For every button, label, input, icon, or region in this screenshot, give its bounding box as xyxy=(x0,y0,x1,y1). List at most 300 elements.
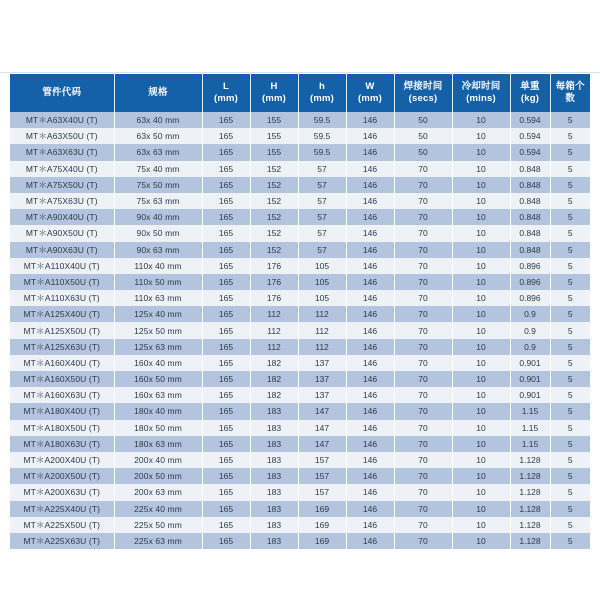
table-header-row xyxy=(10,74,590,112)
table-cell-r8-c0: MT＊A90X63U (T) xyxy=(10,242,114,258)
table-cell-r14-c2: 165 xyxy=(202,339,250,355)
table-cell-r13-c8: 0.9 xyxy=(510,322,550,338)
top-divider-rule xyxy=(0,72,600,73)
table-cell-r25-c9: 5 xyxy=(550,517,590,533)
column-header-main-5: W xyxy=(365,81,375,93)
table-cell-r14-c7: 10 xyxy=(452,339,510,355)
table-cell-r22-c8: 1.128 xyxy=(510,468,550,484)
table-cell-r26-c0: MT＊A225X63U (T) xyxy=(10,533,114,549)
table-cell-r26-c3: 183 xyxy=(250,533,298,549)
table-cell-r21-c8: 1.128 xyxy=(510,452,550,468)
table-cell-r20-c7: 10 xyxy=(452,436,510,452)
table-cell-r23-c5: 146 xyxy=(346,484,394,500)
table-row[interactable] xyxy=(10,193,590,209)
table-row[interactable] xyxy=(10,258,590,274)
table-row[interactable] xyxy=(10,225,590,241)
table-cell-r4-c2: 165 xyxy=(202,177,250,193)
table-cell-r19-c7: 10 xyxy=(452,420,510,436)
table-cell-r26-c7: 10 xyxy=(452,533,510,549)
table-cell-r24-c1: 225x 40 mm xyxy=(114,501,202,517)
table-cell-r25-c4: 169 xyxy=(298,517,346,533)
table-cell-r19-c3: 183 xyxy=(250,420,298,436)
table-cell-r4-c5: 146 xyxy=(346,177,394,193)
column-header-main-9: 每箱个数 xyxy=(555,81,585,104)
table-cell-r6-c7: 10 xyxy=(452,209,510,225)
spec-table-container xyxy=(10,74,590,549)
table-cell-r19-c4: 147 xyxy=(298,420,346,436)
table-cell-r5-c0: MT＊A75X63U (T) xyxy=(10,193,114,209)
table-row[interactable] xyxy=(10,161,590,177)
table-row[interactable] xyxy=(10,290,590,306)
table-cell-r26-c2: 165 xyxy=(202,533,250,549)
column-header-unit-2: (mm) xyxy=(213,93,239,104)
column-header-main-6: 焊接时间 xyxy=(403,81,443,93)
table-cell-r10-c9: 5 xyxy=(550,274,590,290)
table-cell-r15-c8: 0.901 xyxy=(510,355,550,371)
table-cell-r24-c4: 169 xyxy=(298,501,346,517)
table-cell-r10-c4: 105 xyxy=(298,274,346,290)
column-header-unit-6: (secs) xyxy=(408,93,438,104)
table-cell-r15-c3: 182 xyxy=(250,355,298,371)
table-cell-r3-c9: 5 xyxy=(550,161,590,177)
table-cell-r2-c1: 63x 63 mm xyxy=(114,144,202,160)
table-cell-r23-c1: 200x 63 mm xyxy=(114,484,202,500)
table-row[interactable] xyxy=(10,322,590,338)
table-cell-r14-c5: 146 xyxy=(346,339,394,355)
table-cell-r6-c8: 0.848 xyxy=(510,209,550,225)
table-cell-r0-c4: 59.5 xyxy=(298,112,346,128)
table-cell-r5-c2: 165 xyxy=(202,193,250,209)
table-row[interactable] xyxy=(10,436,590,452)
table-cell-r3-c0: MT＊A75X40U (T) xyxy=(10,161,114,177)
table-cell-r16-c9: 5 xyxy=(550,371,590,387)
table-cell-r22-c0: MT＊A200X50U (T) xyxy=(10,468,114,484)
table-cell-r22-c5: 146 xyxy=(346,468,394,484)
table-cell-r15-c2: 165 xyxy=(202,355,250,371)
table-cell-r23-c0: MT＊A200X63U (T) xyxy=(10,484,114,500)
table-cell-r22-c9: 5 xyxy=(550,468,590,484)
table-cell-r25-c5: 146 xyxy=(346,517,394,533)
table-cell-r21-c4: 157 xyxy=(298,452,346,468)
table-cell-r7-c8: 0.848 xyxy=(510,225,550,241)
column-header-2[interactable] xyxy=(202,74,250,112)
table-body xyxy=(10,112,590,549)
table-cell-r6-c2: 165 xyxy=(202,209,250,225)
table-cell-r24-c6: 70 xyxy=(394,501,452,517)
table-header xyxy=(10,74,590,112)
table-cell-r0-c7: 10 xyxy=(452,112,510,128)
table-cell-r13-c6: 70 xyxy=(394,322,452,338)
table-row[interactable] xyxy=(10,274,590,290)
table-cell-r23-c2: 165 xyxy=(202,484,250,500)
table-cell-r16-c7: 10 xyxy=(452,371,510,387)
table-cell-r22-c7: 10 xyxy=(452,468,510,484)
table-cell-r9-c3: 176 xyxy=(250,258,298,274)
table-cell-r20-c2: 165 xyxy=(202,436,250,452)
table-cell-r17-c2: 165 xyxy=(202,387,250,403)
table-cell-r5-c6: 70 xyxy=(394,193,452,209)
table-cell-r10-c0: MT＊A110X50U (T) xyxy=(10,274,114,290)
table-cell-r19-c5: 146 xyxy=(346,420,394,436)
table-cell-r5-c1: 75x 63 mm xyxy=(114,193,202,209)
table-cell-r17-c8: 0.901 xyxy=(510,387,550,403)
table-cell-r20-c8: 1.15 xyxy=(510,436,550,452)
table-cell-r8-c5: 146 xyxy=(346,242,394,258)
table-cell-r10-c2: 165 xyxy=(202,274,250,290)
table-cell-r7-c6: 70 xyxy=(394,225,452,241)
table-cell-r11-c7: 10 xyxy=(452,290,510,306)
table-cell-r23-c9: 5 xyxy=(550,484,590,500)
table-cell-r16-c0: MT＊A160X50U (T) xyxy=(10,371,114,387)
table-cell-r11-c6: 70 xyxy=(394,290,452,306)
table-cell-r20-c0: MT＊A180X63U (T) xyxy=(10,436,114,452)
table-cell-r19-c2: 165 xyxy=(202,420,250,436)
table-cell-r19-c1: 180x 50 mm xyxy=(114,420,202,436)
table-cell-r9-c6: 70 xyxy=(394,258,452,274)
table-cell-r26-c1: 225x 63 mm xyxy=(114,533,202,549)
table-cell-r7-c0: MT＊A90X50U (T) xyxy=(10,225,114,241)
table-cell-r25-c1: 225x 50 mm xyxy=(114,517,202,533)
table-cell-r17-c1: 160x 63 mm xyxy=(114,387,202,403)
table-cell-r24-c9: 5 xyxy=(550,501,590,517)
table-cell-r18-c4: 147 xyxy=(298,403,346,419)
table-row[interactable] xyxy=(10,484,590,500)
table-cell-r17-c7: 10 xyxy=(452,387,510,403)
table-cell-r26-c6: 70 xyxy=(394,533,452,549)
column-header-main-1: 规格 xyxy=(148,87,168,99)
table-cell-r15-c1: 160x 40 mm xyxy=(114,355,202,371)
table-cell-r9-c0: MT＊A110X40U (T) xyxy=(10,258,114,274)
table-cell-r10-c6: 70 xyxy=(394,274,452,290)
table-cell-r18-c6: 70 xyxy=(394,403,452,419)
table-row[interactable] xyxy=(10,371,590,387)
table-cell-r1-c2: 165 xyxy=(202,128,250,144)
table-cell-r0-c9: 5 xyxy=(550,112,590,128)
column-header-5[interactable] xyxy=(346,74,394,112)
table-cell-r6-c9: 5 xyxy=(550,209,590,225)
table-cell-r14-c3: 112 xyxy=(250,339,298,355)
table-cell-r14-c0: MT＊A125X63U (T) xyxy=(10,339,114,355)
table-cell-r26-c9: 5 xyxy=(550,533,590,549)
table-cell-r24-c8: 1.128 xyxy=(510,501,550,517)
table-cell-r0-c6: 50 xyxy=(394,112,452,128)
table-cell-r8-c4: 57 xyxy=(298,242,346,258)
table-cell-r21-c7: 10 xyxy=(452,452,510,468)
table-cell-r24-c0: MT＊A225X40U (T) xyxy=(10,501,114,517)
table-cell-r23-c3: 183 xyxy=(250,484,298,500)
table-cell-r12-c2: 165 xyxy=(202,306,250,322)
table-cell-r2-c9: 5 xyxy=(550,144,590,160)
table-cell-r16-c3: 182 xyxy=(250,371,298,387)
table-row[interactable] xyxy=(10,355,590,371)
table-cell-r13-c9: 5 xyxy=(550,322,590,338)
table-cell-r22-c2: 165 xyxy=(202,468,250,484)
table-cell-r15-c6: 70 xyxy=(394,355,452,371)
table-cell-r4-c8: 0.848 xyxy=(510,177,550,193)
table-cell-r10-c3: 176 xyxy=(250,274,298,290)
table-cell-r23-c7: 10 xyxy=(452,484,510,500)
table-cell-r17-c0: MT＊A160X63U (T) xyxy=(10,387,114,403)
table-cell-r17-c3: 182 xyxy=(250,387,298,403)
table-cell-r8-c1: 90x 63 mm xyxy=(114,242,202,258)
column-header-main-7: 冷却时间 xyxy=(461,81,501,93)
table-cell-r19-c8: 1.15 xyxy=(510,420,550,436)
table-cell-r2-c5: 146 xyxy=(346,144,394,160)
table-cell-r8-c9: 5 xyxy=(550,242,590,258)
table-cell-r21-c9: 5 xyxy=(550,452,590,468)
table-cell-r7-c1: 90x 50 mm xyxy=(114,225,202,241)
table-cell-r20-c9: 5 xyxy=(550,436,590,452)
table-cell-r16-c1: 160x 50 mm xyxy=(114,371,202,387)
table-cell-r4-c3: 152 xyxy=(250,177,298,193)
column-header-main-0: 管件代码 xyxy=(42,87,82,99)
table-cell-r1-c3: 155 xyxy=(250,128,298,144)
column-header-0[interactable] xyxy=(10,74,114,112)
table-row[interactable] xyxy=(10,468,590,484)
table-cell-r25-c8: 1.128 xyxy=(510,517,550,533)
table-cell-r23-c8: 1.128 xyxy=(510,484,550,500)
table-cell-r3-c1: 75x 40 mm xyxy=(114,161,202,177)
table-row[interactable] xyxy=(10,128,590,144)
table-cell-r0-c8: 0.594 xyxy=(510,112,550,128)
table-cell-r25-c3: 183 xyxy=(250,517,298,533)
table-cell-r12-c6: 70 xyxy=(394,306,452,322)
table-cell-r7-c7: 10 xyxy=(452,225,510,241)
table-cell-r20-c4: 147 xyxy=(298,436,346,452)
table-cell-r4-c6: 70 xyxy=(394,177,452,193)
table-cell-r13-c5: 146 xyxy=(346,322,394,338)
table-cell-r9-c1: 110x 40 mm xyxy=(114,258,202,274)
table-cell-r10-c7: 10 xyxy=(452,274,510,290)
column-header-9[interactable] xyxy=(550,74,590,112)
table-cell-r18-c8: 1.15 xyxy=(510,403,550,419)
table-cell-r6-c5: 146 xyxy=(346,209,394,225)
table-cell-r2-c2: 165 xyxy=(202,144,250,160)
table-cell-r2-c6: 50 xyxy=(394,144,452,160)
table-cell-r14-c6: 70 xyxy=(394,339,452,355)
table-cell-r20-c6: 70 xyxy=(394,436,452,452)
column-header-7[interactable] xyxy=(452,74,510,112)
table-cell-r25-c6: 70 xyxy=(394,517,452,533)
column-header-8[interactable] xyxy=(510,74,550,112)
table-cell-r11-c0: MT＊A110X63U (T) xyxy=(10,290,114,306)
table-cell-r14-c4: 112 xyxy=(298,339,346,355)
table-cell-r6-c6: 70 xyxy=(394,209,452,225)
table-cell-r4-c4: 57 xyxy=(298,177,346,193)
table-cell-r21-c2: 165 xyxy=(202,452,250,468)
table-row[interactable] xyxy=(10,517,590,533)
table-cell-r4-c7: 10 xyxy=(452,177,510,193)
table-cell-r5-c5: 146 xyxy=(346,193,394,209)
column-header-unit-5: (mm) xyxy=(357,93,383,104)
table-cell-r1-c4: 59.5 xyxy=(298,128,346,144)
table-cell-r24-c5: 146 xyxy=(346,501,394,517)
table-row[interactable] xyxy=(10,339,590,355)
table-cell-r9-c5: 146 xyxy=(346,258,394,274)
table-cell-r23-c6: 70 xyxy=(394,484,452,500)
table-cell-r1-c5: 146 xyxy=(346,128,394,144)
table-row[interactable] xyxy=(10,242,590,258)
table-cell-r24-c3: 183 xyxy=(250,501,298,517)
table-cell-r22-c1: 200x 50 mm xyxy=(114,468,202,484)
table-cell-r1-c1: 63x 50 mm xyxy=(114,128,202,144)
table-cell-r17-c5: 146 xyxy=(346,387,394,403)
table-cell-r0-c3: 155 xyxy=(250,112,298,128)
table-cell-r5-c8: 0.848 xyxy=(510,193,550,209)
table-cell-r9-c9: 5 xyxy=(550,258,590,274)
table-cell-r11-c5: 146 xyxy=(346,290,394,306)
table-cell-r13-c0: MT＊A125X50U (T) xyxy=(10,322,114,338)
table-cell-r11-c4: 105 xyxy=(298,290,346,306)
table-cell-r3-c4: 57 xyxy=(298,161,346,177)
table-cell-r7-c4: 57 xyxy=(298,225,346,241)
column-header-main-8: 单重(kg) xyxy=(520,81,540,104)
table-cell-r12-c0: MT＊A125X40U (T) xyxy=(10,306,114,322)
table-cell-r26-c8: 1.128 xyxy=(510,533,550,549)
table-cell-r24-c2: 165 xyxy=(202,501,250,517)
table-cell-r9-c4: 105 xyxy=(298,258,346,274)
table-cell-r17-c6: 70 xyxy=(394,387,452,403)
table-row[interactable] xyxy=(10,209,590,225)
table-cell-r13-c4: 112 xyxy=(298,322,346,338)
table-cell-r15-c4: 137 xyxy=(298,355,346,371)
table-cell-r4-c9: 5 xyxy=(550,177,590,193)
table-cell-r16-c5: 146 xyxy=(346,371,394,387)
table-cell-r8-c2: 165 xyxy=(202,242,250,258)
table-cell-r8-c6: 70 xyxy=(394,242,452,258)
table-cell-r17-c9: 5 xyxy=(550,387,590,403)
table-cell-r0-c0: MT＊A63X40U (T) xyxy=(10,112,114,128)
table-cell-r1-c0: MT＊A63X50U (T) xyxy=(10,128,114,144)
table-cell-r18-c2: 165 xyxy=(202,403,250,419)
table-row[interactable] xyxy=(10,112,590,128)
table-cell-r15-c9: 5 xyxy=(550,355,590,371)
table-cell-r22-c3: 183 xyxy=(250,468,298,484)
table-cell-r7-c5: 146 xyxy=(346,225,394,241)
table-cell-r5-c9: 5 xyxy=(550,193,590,209)
table-cell-r21-c0: MT＊A200X40U (T) xyxy=(10,452,114,468)
table-row[interactable] xyxy=(10,501,590,517)
table-cell-r22-c6: 70 xyxy=(394,468,452,484)
table-cell-r4-c1: 75x 50 mm xyxy=(114,177,202,193)
table-cell-r2-c7: 10 xyxy=(452,144,510,160)
column-header-3[interactable] xyxy=(250,74,298,112)
table-cell-r2-c0: MT＊A63X63U (T) xyxy=(10,144,114,160)
table-cell-r0-c5: 146 xyxy=(346,112,394,128)
table-cell-r25-c0: MT＊A225X50U (T) xyxy=(10,517,114,533)
table-cell-r6-c4: 57 xyxy=(298,209,346,225)
table-cell-r21-c3: 183 xyxy=(250,452,298,468)
table-cell-r3-c2: 165 xyxy=(202,161,250,177)
table-cell-r9-c2: 165 xyxy=(202,258,250,274)
table-cell-r20-c5: 146 xyxy=(346,436,394,452)
table-cell-r16-c4: 137 xyxy=(298,371,346,387)
table-cell-r10-c1: 110x 50 mm xyxy=(114,274,202,290)
table-cell-r13-c7: 10 xyxy=(452,322,510,338)
table-cell-r5-c7: 10 xyxy=(452,193,510,209)
table-cell-r18-c1: 180x 40 mm xyxy=(114,403,202,419)
table-cell-r1-c8: 0.594 xyxy=(510,128,550,144)
table-cell-r22-c4: 157 xyxy=(298,468,346,484)
table-cell-r14-c9: 5 xyxy=(550,339,590,355)
table-row[interactable] xyxy=(10,533,590,549)
table-cell-r18-c9: 5 xyxy=(550,403,590,419)
table-cell-r25-c7: 10 xyxy=(452,517,510,533)
table-row[interactable] xyxy=(10,144,590,160)
column-header-4[interactable] xyxy=(298,74,346,112)
table-cell-r16-c2: 165 xyxy=(202,371,250,387)
table-cell-r5-c4: 57 xyxy=(298,193,346,209)
column-header-unit-4: (mm) xyxy=(309,93,335,104)
table-cell-r25-c2: 165 xyxy=(202,517,250,533)
table-cell-r18-c5: 146 xyxy=(346,403,394,419)
table-cell-r20-c1: 180x 63 mm xyxy=(114,436,202,452)
table-row[interactable] xyxy=(10,420,590,436)
table-row[interactable] xyxy=(10,177,590,193)
table-cell-r15-c5: 146 xyxy=(346,355,394,371)
column-header-1[interactable] xyxy=(114,74,202,112)
table-cell-r13-c2: 165 xyxy=(202,322,250,338)
table-row[interactable] xyxy=(10,452,590,468)
table-cell-r18-c7: 10 xyxy=(452,403,510,419)
table-cell-r20-c3: 183 xyxy=(250,436,298,452)
table-cell-r1-c7: 10 xyxy=(452,128,510,144)
table-cell-r17-c4: 137 xyxy=(298,387,346,403)
table-cell-r21-c5: 146 xyxy=(346,452,394,468)
table-cell-r6-c3: 152 xyxy=(250,209,298,225)
table-cell-r11-c2: 165 xyxy=(202,290,250,306)
table-cell-r10-c8: 0.896 xyxy=(510,274,550,290)
table-row[interactable] xyxy=(10,403,590,419)
table-cell-r21-c6: 70 xyxy=(394,452,452,468)
table-cell-r10-c5: 146 xyxy=(346,274,394,290)
table-cell-r26-c5: 146 xyxy=(346,533,394,549)
table-cell-r7-c3: 152 xyxy=(250,225,298,241)
table-cell-r8-c8: 0.848 xyxy=(510,242,550,258)
table-cell-r16-c6: 70 xyxy=(394,371,452,387)
table-cell-r12-c1: 125x 40 mm xyxy=(114,306,202,322)
table-cell-r23-c4: 157 xyxy=(298,484,346,500)
table-cell-r11-c8: 0.896 xyxy=(510,290,550,306)
table-cell-r19-c0: MT＊A180X50U (T) xyxy=(10,420,114,436)
table-cell-r6-c0: MT＊A90X40U (T) xyxy=(10,209,114,225)
table-cell-r1-c6: 50 xyxy=(394,128,452,144)
table-cell-r8-c3: 152 xyxy=(250,242,298,258)
table-cell-r7-c9: 5 xyxy=(550,225,590,241)
column-header-main-3: H xyxy=(270,81,278,93)
table-cell-r19-c9: 5 xyxy=(550,420,590,436)
column-header-main-4: h xyxy=(318,81,325,93)
table-cell-r1-c9: 5 xyxy=(550,128,590,144)
table-cell-r9-c8: 0.896 xyxy=(510,258,550,274)
table-cell-r3-c8: 0.848 xyxy=(510,161,550,177)
table-cell-r11-c3: 176 xyxy=(250,290,298,306)
table-cell-r12-c9: 5 xyxy=(550,306,590,322)
table-cell-r15-c7: 10 xyxy=(452,355,510,371)
table-cell-r13-c3: 112 xyxy=(250,322,298,338)
table-cell-r0-c1: 63x 40 mm xyxy=(114,112,202,128)
table-cell-r18-c3: 183 xyxy=(250,403,298,419)
table-cell-r11-c9: 5 xyxy=(550,290,590,306)
table-cell-r12-c4: 112 xyxy=(298,306,346,322)
table-cell-r14-c8: 0.9 xyxy=(510,339,550,355)
table-cell-r15-c0: MT＊A160X40U (T) xyxy=(10,355,114,371)
column-header-6[interactable] xyxy=(394,74,452,112)
table-row[interactable] xyxy=(10,387,590,403)
table-row[interactable] xyxy=(10,306,590,322)
table-cell-r12-c3: 112 xyxy=(250,306,298,322)
table-cell-r12-c7: 10 xyxy=(452,306,510,322)
